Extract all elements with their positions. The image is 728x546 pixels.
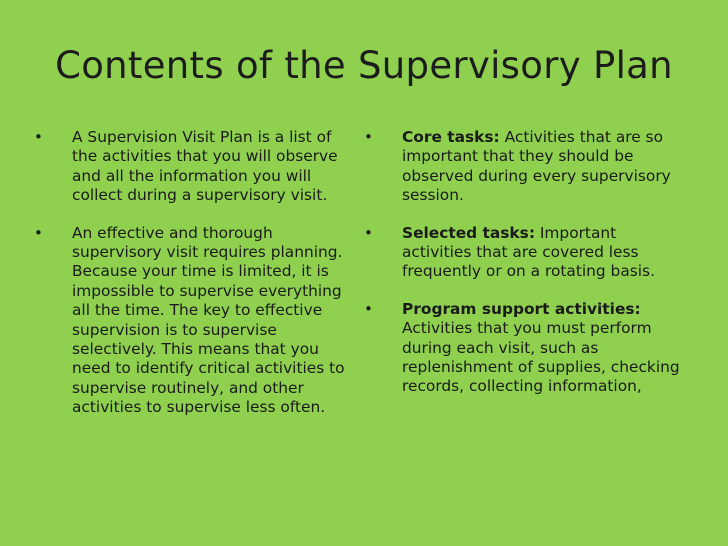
right-bullet-list	[360, 128, 690, 397]
bullet-text: A Supervision Visit Plan is a list of the activities that you will observe and all the information you will collect during a supervisory visit.	[72, 128, 338, 205]
bullet-label: Core tasks:	[402, 128, 500, 146]
bullet-icon: •	[364, 223, 373, 242]
slide-title: Contents of the Supervisory Plan	[55, 44, 673, 87]
bullet-icon: •	[364, 299, 373, 318]
bullet-text: Important activities that are covered less frequently or on a rotating basis.	[402, 223, 655, 281]
left-column	[34, 128, 352, 436]
bullet-label: Program support activities:	[402, 299, 641, 318]
bullet-label: Selected tasks:	[402, 223, 535, 242]
bullet-item-program-support	[360, 300, 690, 397]
right-column	[360, 128, 690, 415]
bullet-text: An effective and thorough supervisory visit requires planning. Because your time is limited, it is impossible to supervise everything all the time. The key to effective supervision is to supervise selectively. This means that you need to identify critical activities to supervise routinely, and other activities to supervise less often.	[72, 223, 345, 417]
left-bullet-list	[34, 128, 352, 418]
bullet-item	[34, 224, 352, 418]
bullet-icon: •	[364, 128, 373, 146]
bullet-icon: •	[34, 223, 43, 242]
bullet-item-selected-tasks	[360, 224, 690, 282]
bullet-icon: •	[34, 128, 43, 146]
bullet-text: Activities that you must perform during each visit, such as replenishment of supplies, checking records, collecting information,	[402, 319, 680, 396]
bullet-item-core-tasks	[360, 128, 690, 206]
bullet-item	[34, 128, 352, 206]
bullet-text: Activities that are so important that they should be observed during every supervisory session.	[402, 128, 671, 205]
